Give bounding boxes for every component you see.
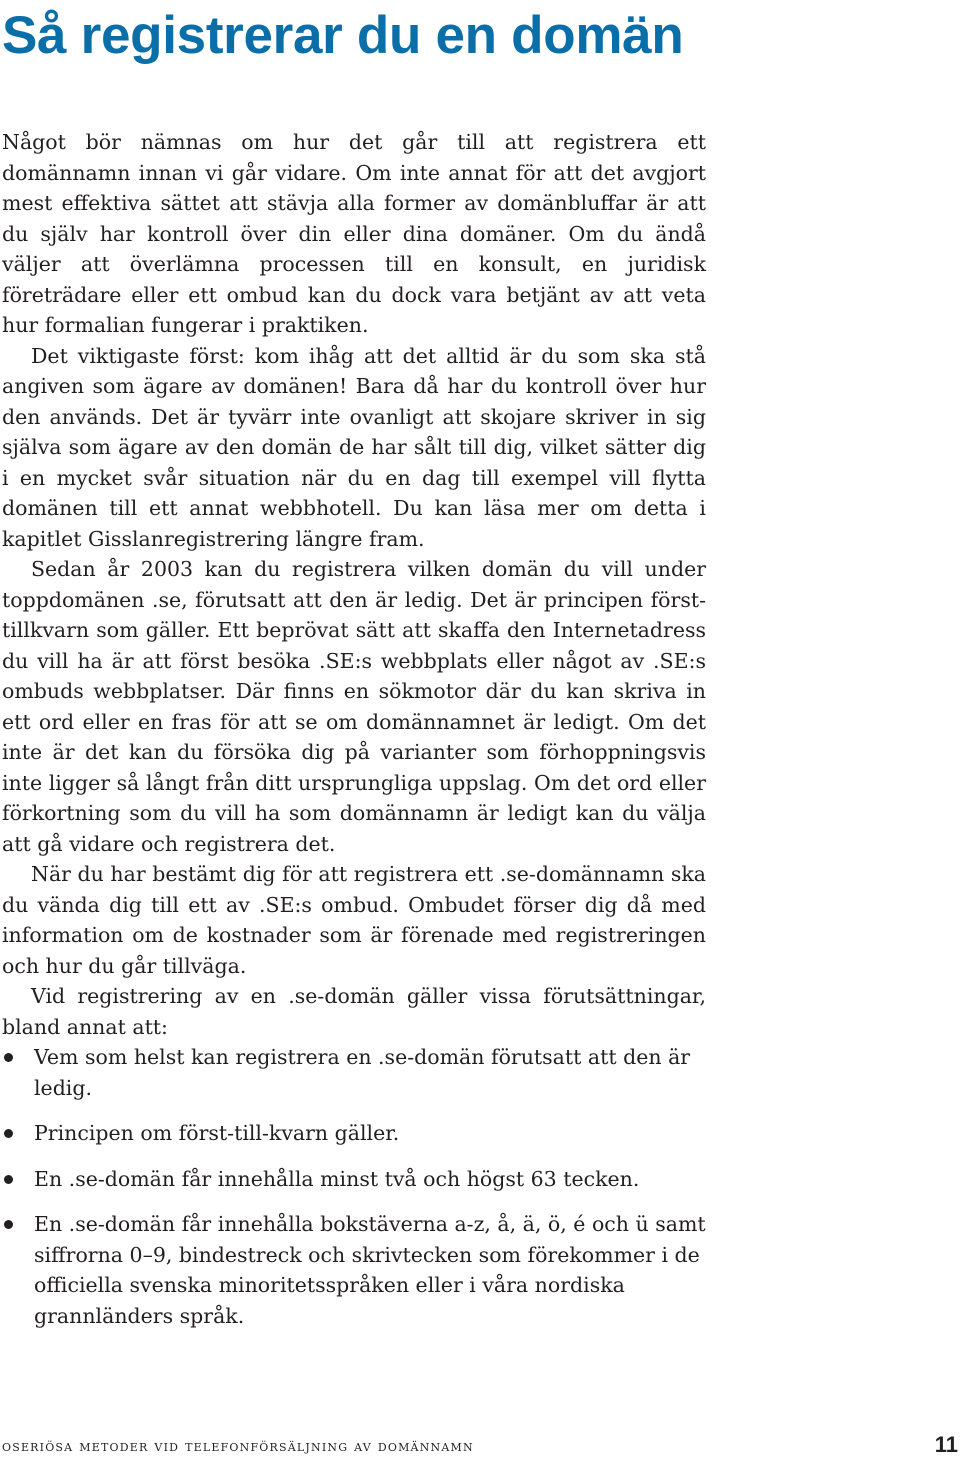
list-item <box>2 1164 706 1195</box>
bullet-icon <box>4 1175 13 1184</box>
page-footer <box>2 1432 958 1462</box>
body-text <box>2 127 706 1346</box>
conditions-list <box>2 1042 706 1331</box>
paragraph-first-come: Sedan år 2003 kan du registrera vilken domän du vill under toppdomänen .se, förutsatt att den är ledig. Det är principen först-tillkvarn som gäller. Ett beprövat sätt att skaffa den Internetadress du vill ha är att först besöka .SE:s webbplats eller något av .SE:s ombuds webbplatser. Där finns en sökmotor där du kan skriva in ett ord eller en fras för att se om domännamnet är ledigt. Om det inte är det kan du försöka dig på varianter som förhoppningsvis inte ligger så långt från ditt ursprungliga uppslag. Om det ord eller förkortning som du vill ha som domännamn är ledigt kan du välja att gå vidare och registrera det. <box>2 557 706 856</box>
bullet-icon <box>4 1129 13 1138</box>
list-item <box>2 1042 706 1103</box>
bullet-icon <box>4 1053 13 1062</box>
page-number: 11 <box>934 1432 958 1457</box>
paragraph-owner-warning: Det viktigaste först: kom ihåg att det alltid är du som ska stå angiven som ägare av domänen! Bara då har du kontroll över hur den används. Det är tyvärr inte ovanligt att skojare skriver in sig själva som ägare av den domän de har sålt till dig, vilket sätter dig i en mycket svår situation när du en dag till exempel vill flytta domänen till ett annat webbhotell. Du kan läsa mer om detta i kapitlet Gisslanregistrering längre fram. <box>2 343 706 551</box>
page-title: Så registrerar du en domän <box>2 6 684 65</box>
running-footer: oseriösa metoder vid telefonförsäljning av domännamn <box>2 1437 474 1455</box>
paragraph-conditions-intro: Vid registrering av en .se-domän gäller vissa förutsättningar, bland annat att: <box>2 984 706 1039</box>
list-item-text: En .se-domän får innehålla bokstäverna a-z, å, ä, ö, é och ü samt siffrorna 0–9, bindestreck och skrivtecken som förekommer i de officiella svenska minoritetsspråken eller i våra nordiska grannländers språk. <box>34 1212 706 1328</box>
list-item-text: Principen om först-till-kvarn gäller. <box>34 1121 400 1145</box>
list-item <box>2 1118 706 1149</box>
list-item <box>2 1209 706 1331</box>
list-item-text: Vem som helst kan registrera en .se-domän förutsatt att den är ledig. <box>34 1045 691 1100</box>
paragraph-registrar: När du har bestämt dig för att registrera ett .se-domännamn ska du vända dig till ett av .SE:s ombud. Ombudet förser dig då med information om de kostnader som är förenade med registreringen och hur du går tillväga. <box>2 862 706 978</box>
bullet-icon <box>4 1220 13 1229</box>
paragraph-intro: Något bör nämnas om hur det går till att registrera ett domännamn innan vi går vidare. Om inte annat för att det avgjort mest effektiva sättet att stävja alla former av domänbluffar är att du själv har kontroll över din eller dina domäner. Om du ändå väljer att överlämna processen till en konsult, en juridisk företrädare eller ett ombud kan du dock vara betjänt av att veta hur formalian fungerar i praktiken. <box>2 130 706 337</box>
list-item-text: En .se-domän får innehålla minst två och högst 63 tecken. <box>34 1166 640 1191</box>
